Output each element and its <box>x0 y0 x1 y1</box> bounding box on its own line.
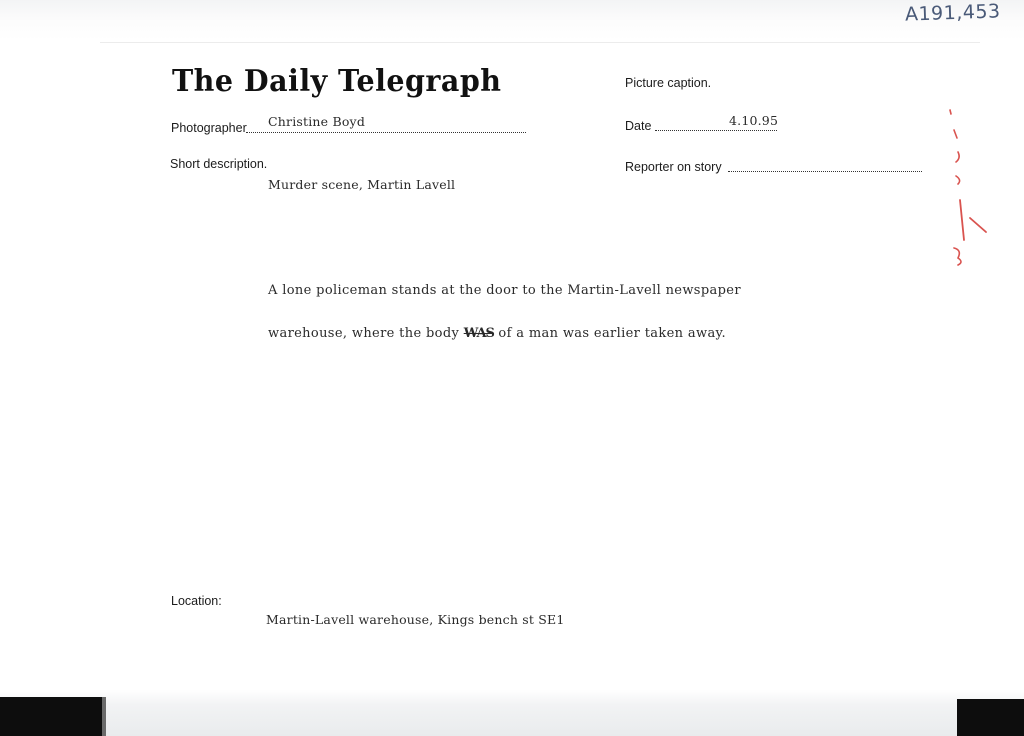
short-description-label: Short description. <box>170 157 268 171</box>
location-value: Martin-Lavell warehouse, Kings bench st SE1 <box>266 612 565 627</box>
photographer-value: Christine Boyd <box>268 114 366 129</box>
newspaper-masthead: The Daily Telegraph <box>172 64 502 99</box>
struck-out-word: WAS <box>463 326 494 341</box>
handwritten-reference-number: A191,453 <box>904 0 1001 26</box>
location-label: Location: <box>171 594 222 608</box>
caption-line-2 <box>268 326 726 341</box>
scan-corner-left <box>0 697 102 736</box>
picture-caption-label: Picture caption. <box>625 76 712 90</box>
date-dotted-line <box>655 129 777 131</box>
short-description-value: Murder scene, Martin Lavell <box>268 177 456 192</box>
date-label: Date <box>625 119 652 133</box>
reporter-label: Reporter on story <box>625 160 722 174</box>
caption-line-2-end: of a man was earlier taken away. <box>493 326 726 341</box>
scan-edge-line <box>100 42 980 43</box>
reporter-dotted-line <box>728 170 922 172</box>
scan-corner-right <box>957 699 1024 736</box>
date-value: 4.10.95 <box>729 113 779 128</box>
caption-line-1: A lone policeman stands at the door to the Martin-Lavell newspaper <box>268 283 741 298</box>
red-margin-marks <box>940 100 1000 270</box>
caption-line-2-start: warehouse, where the body <box>268 326 464 341</box>
photographer-label: Photographer <box>171 121 247 135</box>
photographer-dotted-line <box>246 131 526 133</box>
